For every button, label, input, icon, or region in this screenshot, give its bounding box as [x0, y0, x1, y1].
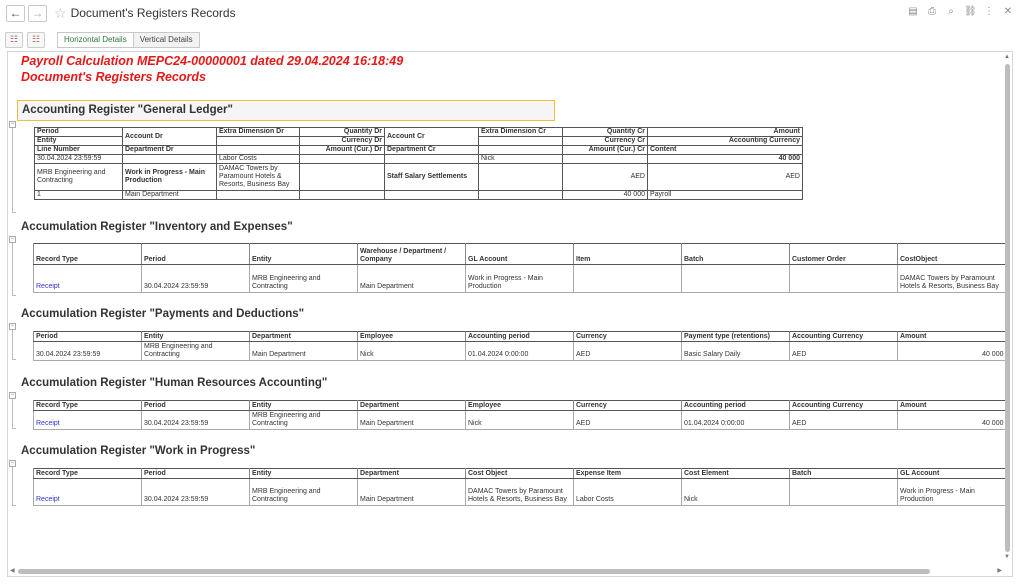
horizontal-scrollbar[interactable]: [8, 567, 1004, 576]
cell-employee: Nick: [358, 342, 466, 361]
wip-header-entity: Entity: [250, 469, 358, 479]
group-line: [12, 243, 13, 295]
expand-groups-icon[interactable]: ☷: [5, 32, 23, 48]
wip-title[interactable]: Accumulation Register "Work in Progress": [21, 445, 256, 457]
inventory-header-batch: Batch: [682, 244, 790, 265]
window-tools: [907, 6, 1014, 17]
cell-accounting-period: 01.04.2024 0:00:00: [682, 411, 790, 430]
row-account-cr: Staff Salary Settlements: [385, 164, 479, 191]
collapse-icon[interactable]: −: [10, 236, 15, 242]
record-type-link[interactable]: Receipt: [34, 411, 142, 430]
payments-table: [33, 331, 1006, 361]
forward-button[interactable]: →: [28, 5, 47, 22]
group-line: [12, 128, 13, 212]
table-row: [34, 342, 1006, 361]
payments-header-department: Department: [250, 332, 358, 342]
cell-amount: 40 000: [898, 411, 1006, 430]
wip-header-cost-object: Cost Object: [466, 469, 574, 479]
header-period: Period: [35, 128, 123, 137]
header-account-dr: Account Dr: [123, 128, 217, 146]
cell-entity: MRB Engineering and Contracting: [250, 411, 358, 430]
wip-header-cost-element: Cost Element: [682, 469, 790, 479]
back-button[interactable]: ←: [6, 5, 25, 22]
hr-header-department: Department: [358, 401, 466, 411]
header-entity: Entity: [35, 137, 123, 146]
inventory-header-gl-account: GL Account: [466, 244, 574, 265]
payments-header-amount: Amount: [898, 332, 1006, 342]
header-account-cr: Account Cr: [385, 128, 479, 146]
inventory-header-record-type: Record Type: [34, 244, 142, 265]
payments-header-employee: Employee: [358, 332, 466, 342]
link-icon[interactable]: ⛓: [964, 6, 977, 17]
row-line-number: 1: [35, 191, 123, 200]
hr-header-entity: Entity: [250, 401, 358, 411]
group-line-end: [12, 212, 16, 213]
cell-amount: 40 000: [898, 342, 1006, 361]
group-toggle-wip[interactable]: [9, 460, 16, 467]
cell-expense-item: Labor Costs: [574, 479, 682, 506]
cell-payment-type: Basic Salary Daily: [682, 342, 790, 361]
cell-period: 30.04.2024 23:59:59: [142, 411, 250, 430]
window-title: Document's Registers Records: [70, 6, 236, 20]
row-amount: 40 000: [648, 155, 803, 164]
cell-currency: AED: [574, 342, 682, 361]
group-line-end: [12, 505, 16, 506]
inventory-table: [33, 243, 1006, 293]
payments-header-payment-type: Payment type (retentions): [682, 332, 790, 342]
collapse-icon[interactable]: −: [10, 121, 15, 127]
document-content: [8, 52, 1004, 568]
collapse-icon[interactable]: −: [10, 323, 15, 329]
document-subheading: Document's Registers Records: [21, 70, 206, 84]
wip-header-record-type: Record Type: [34, 469, 142, 479]
inventory-header-warehouse: Warehouse / Department / Company: [358, 244, 466, 265]
tab-vertical-details[interactable]: Vertical Details: [133, 32, 200, 48]
header-amount: Amount: [648, 128, 803, 137]
hr-header-accounting-currency: Accounting Currency: [790, 401, 898, 411]
wip-table: [33, 468, 1006, 506]
header-currency-cr: Currency Cr: [563, 137, 648, 146]
cell-department: Main Department: [358, 411, 466, 430]
table-row: [34, 265, 1006, 293]
header-currency-dr: Currency Dr: [300, 137, 385, 146]
header-accounting-currency: Accounting Currency: [648, 137, 803, 146]
row-accounting-currency: AED: [648, 164, 803, 191]
hr-header-period: Period: [142, 401, 250, 411]
group-toggle-inventory[interactable]: [9, 236, 16, 243]
inventory-header-period: Period: [142, 244, 250, 265]
hr-header-currency: Currency: [574, 401, 682, 411]
cell-gl-account: Work in Progress - Main Production: [466, 265, 574, 293]
hr-table: [33, 400, 1006, 430]
header-amount-cur-cr: Amount (Cur.) Cr: [563, 146, 648, 155]
inventory-header-item: Item: [574, 244, 682, 265]
row-extra-dim-dr-2: DAMAC Towers by Paramount Hotels & Resorts, Business Bay: [217, 164, 300, 191]
group-line: [12, 467, 13, 505]
vertical-scroll-thumb[interactable]: [1005, 64, 1010, 552]
row-period: 30.04.2024 23:59:59: [35, 155, 123, 164]
header-department-dr: Department Dr: [123, 146, 217, 155]
row-extra-dim-cr: Nick: [479, 155, 563, 164]
collapse-icon[interactable]: −: [10, 460, 15, 466]
title-bar: [0, 0, 1024, 26]
scroll-right-icon[interactable]: ▶: [997, 568, 1002, 574]
cell-accounting-period: 01.04.2024 0:00:00: [466, 342, 574, 361]
preview-icon[interactable]: ⌕: [948, 6, 954, 17]
favorite-star-icon[interactable]: ☆: [54, 4, 67, 21]
more-icon[interactable]: ⋮: [984, 6, 994, 17]
header-quantity-cr: Quantity Cr: [563, 128, 648, 137]
cell-currency: AED: [574, 411, 682, 430]
wip-header-expense-item: Expense Item: [574, 469, 682, 479]
cell-period: 30.04.2024 23:59:59: [142, 265, 250, 293]
toolbar: [5, 31, 200, 48]
cell-period: 30.04.2024 23:59:59: [142, 479, 250, 506]
cell-costobject: DAMAC Towers by Paramount Hotels & Resorts, Business Bay: [898, 265, 1006, 293]
inventory-header-customer-order: Customer Order: [790, 244, 898, 265]
cell-period: 30.04.2024 23:59:59: [34, 342, 142, 361]
payments-title[interactable]: Accumulation Register "Payments and Deductions": [21, 308, 305, 320]
header-extra-dim-dr: Extra Dimension Dr: [217, 128, 300, 137]
row-currency-cr: AED: [563, 164, 648, 191]
cell-entity: MRB Engineering and Contracting: [250, 479, 358, 506]
group-line: [12, 330, 13, 359]
cell-batch: [682, 265, 790, 293]
group-toggle-payments[interactable]: [9, 323, 16, 330]
row-entity: MRB Engineering and Contracting: [35, 164, 123, 191]
group-toggle-general-ledger[interactable]: [9, 121, 16, 128]
hr-header-employee: Employee: [466, 401, 574, 411]
collapse-icon[interactable]: −: [10, 392, 15, 398]
group-toggle-hr[interactable]: [9, 392, 16, 399]
cell-gl-account: Work in Progress - Main Production: [898, 479, 1006, 506]
group-line-end: [12, 359, 16, 360]
cell-accounting-currency: AED: [790, 342, 898, 361]
wip-header-department: Department: [358, 469, 466, 479]
cell-entity: MRB Engineering and Contracting: [142, 342, 250, 361]
scroll-left-icon[interactable]: ◀: [10, 568, 15, 574]
record-type-link[interactable]: Receipt: [34, 479, 142, 506]
payments-header-period: Period: [34, 332, 142, 342]
group-line-end: [12, 295, 16, 296]
header-amount-cur-dr: Amount (Cur.) Dr: [300, 146, 385, 155]
payments-header-currency: Currency: [574, 332, 682, 342]
horizontal-scroll-thumb[interactable]: [18, 569, 930, 574]
payments-header-entity: Entity: [142, 332, 250, 342]
details-view-switch: [57, 32, 200, 48]
table-row: [34, 411, 1006, 430]
scroll-down-icon[interactable]: ▼: [1004, 554, 1010, 560]
cell-cost-object: DAMAC Towers by Paramount Hotels & Resorts, Business Bay: [466, 479, 574, 506]
payments-header-accounting-period: Accounting period: [466, 332, 574, 342]
tab-horizontal-details[interactable]: Horizontal Details: [57, 32, 133, 48]
cell-batch: [790, 479, 898, 506]
collapse-groups-icon[interactable]: ☷: [27, 32, 45, 48]
inventory-title[interactable]: Accumulation Register "Inventory and Expenses": [21, 221, 293, 233]
document-area[interactable]: [7, 51, 1013, 577]
header-quantity-dr: Quantity Dr: [300, 128, 385, 137]
save-icon[interactable]: ▤: [908, 6, 918, 17]
header-extra-dim-cr: Extra Dimension Cr: [479, 128, 563, 137]
cell-entity: MRB Engineering and Contracting: [250, 265, 358, 293]
hr-header-record-type: Record Type: [34, 401, 142, 411]
row-amount-cur-cr: 40 000: [563, 191, 648, 200]
hr-title[interactable]: Accumulation Register "Human Resources Accounting": [21, 377, 328, 389]
cell-customer-order: [790, 265, 898, 293]
document-heading: Payroll Calculation MEPC24-00000001 dated 29.04.2024 16:18:49: [21, 54, 404, 68]
vertical-scrollbar[interactable]: [1003, 54, 1011, 566]
cell-accounting-currency: AED: [790, 411, 898, 430]
print-icon[interactable]: ⎙: [928, 6, 936, 17]
row-content: Payroll: [648, 191, 803, 200]
cell-warehouse: Main Department: [358, 265, 466, 293]
header-department-cr: Department Cr: [385, 146, 479, 155]
general-ledger-table: [34, 127, 803, 200]
wip-header-batch: Batch: [790, 469, 898, 479]
cell-department: Main Department: [250, 342, 358, 361]
table-row: [34, 479, 1006, 506]
group-line-end: [12, 428, 16, 429]
payments-header-accounting-currency: Accounting Currency: [790, 332, 898, 342]
wip-header-period: Period: [142, 469, 250, 479]
hr-header-accounting-period: Accounting period: [682, 401, 790, 411]
row-extra-dim-dr-1: Labor Costs: [217, 155, 300, 164]
inventory-header-entity: Entity: [250, 244, 358, 265]
cell-department: Main Department: [358, 479, 466, 506]
inventory-header-costobject: CostObject: [898, 244, 1006, 265]
row-department-dr: Main Department: [123, 191, 217, 200]
hr-header-amount: Amount: [898, 401, 1006, 411]
record-type-link[interactable]: Receipt: [34, 265, 142, 293]
scroll-up-icon[interactable]: ▲: [1004, 54, 1010, 60]
row-account-dr: Work in Progress - Main Production: [123, 164, 217, 191]
close-icon[interactable]: ✕: [1003, 6, 1013, 17]
general-ledger-title[interactable]: Accounting Register "General Ledger": [17, 100, 555, 121]
cell-item: [574, 265, 682, 293]
cell-cost-element: Nick: [682, 479, 790, 506]
header-content: Content: [648, 146, 803, 155]
header-line-number: Line Number: [35, 146, 123, 155]
wip-header-gl-account: GL Account: [898, 469, 1006, 479]
cell-employee: Nick: [466, 411, 574, 430]
group-line: [12, 399, 13, 428]
